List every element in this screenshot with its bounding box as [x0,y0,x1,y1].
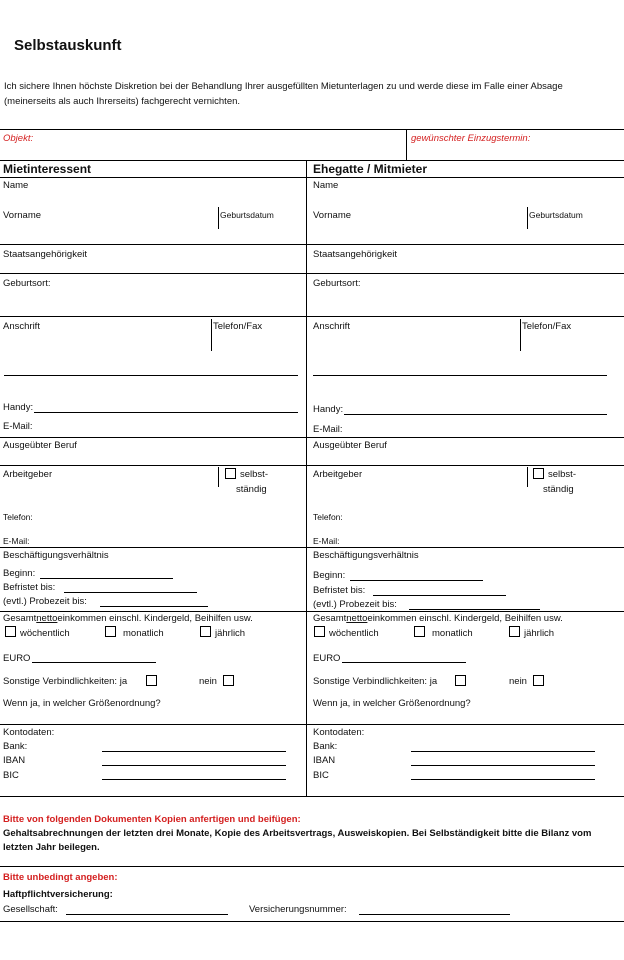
beruf-field[interactable]: Ausgeübter Beruf [313,440,387,451]
versicherungsnummer-field[interactable]: Versicherungsnummer: [249,904,347,915]
iban-field[interactable]: IBAN [3,755,26,766]
jaehrlich-label: jährlich [524,628,555,639]
verbindlichkeiten-ja-checkbox[interactable] [146,675,157,686]
bic-line [102,779,286,780]
documents-heading: Bitte von folgenden Dokumenten Kopien anfertigen und beifügen: [3,814,301,825]
euro-line [342,662,466,663]
email-field[interactable]: E-Mail: [3,421,33,432]
telefon-fax-field[interactable]: Telefon/Fax [522,321,572,332]
haftpflicht-label: Haftpflichtversicherung: [3,889,113,900]
divider [0,547,624,548]
selbststaendig-label: ständig [236,484,267,495]
name-field[interactable]: Name [313,180,339,191]
beginn-line [40,578,173,579]
telefon-fax-field[interactable]: Telefon/Fax [213,321,263,332]
handy-field[interactable]: Handy: [3,402,34,413]
anschrift-field[interactable]: Anschrift [3,321,40,332]
verbindlichkeiten-nein-checkbox[interactable] [533,675,544,686]
versicherungsnummer-line [359,914,510,915]
divider [0,724,624,725]
woechentlich-label: wöchentlich [20,628,70,639]
column-divider [306,160,307,796]
anschrift-field[interactable]: Anschrift [313,321,350,332]
email-field[interactable]: E-Mail: [313,424,343,435]
bank-field[interactable]: Bank: [313,741,338,752]
divider [0,921,624,922]
beruf-field[interactable]: Ausgeübter Beruf [3,440,77,451]
jaehrlich-label: jährlich [215,628,246,639]
selbststaendig-label: selbst- [240,469,268,480]
euro-field[interactable]: EURO [313,653,341,664]
column-header: Mietinteressent [3,162,92,176]
divider [0,796,624,797]
einzug-label: gewünschter Einzugstermin: [411,133,531,144]
divider [0,129,624,130]
kontodaten-label: Kontodaten: [313,727,365,738]
verbindlichkeiten-label: Sonstige Verbindlichkeiten: ja [313,676,438,687]
iban-line [411,765,595,766]
arbeitgeber-field[interactable]: Arbeitgeber [313,469,363,480]
handy-line [344,414,607,415]
divider [218,207,219,229]
selbststaendig-checkbox[interactable] [225,468,236,479]
handy-field[interactable]: Handy: [313,404,344,415]
required-heading: Bitte unbedingt angeben: [3,872,118,883]
bank-line [411,751,595,752]
divider [0,160,624,161]
geburtsdatum-field[interactable]: Geburtsdatum [220,210,274,220]
kontodaten-label: Kontodaten: [3,727,55,738]
page-title: Selbstauskunft [14,37,122,54]
divider [0,244,624,245]
divider [520,319,521,351]
beginn-field[interactable]: Beginn: [313,570,346,581]
selbststaendig-label: selbst- [548,469,576,480]
bic-line [411,779,595,780]
divider [0,866,624,867]
woechentlich-label: wöchentlich [329,628,379,639]
euro-line [32,662,156,663]
monatlich-label: monatlich [123,628,164,639]
staatsangehoerigkeit-field[interactable]: Staatsangehörigkeit [3,249,87,260]
bank-line [102,751,286,752]
monatlich-label: monatlich [432,628,473,639]
geburtsdatum-field[interactable]: Geburtsdatum [529,210,583,220]
probezeit-line [409,609,540,610]
probezeit-field[interactable]: (evtl.) Probezeit bis: [3,596,87,607]
bic-field[interactable]: BIC [3,770,19,781]
divider [211,319,212,351]
divider [406,129,407,160]
woechentlich-checkbox[interactable] [314,626,325,637]
email2-field[interactable]: E-Mail: [3,536,30,546]
divider [0,273,624,274]
nein-label: nein [509,676,527,687]
vorname-field[interactable]: Vorname [3,210,42,221]
telefon-field[interactable]: Telefon: [3,512,33,522]
jaehrlich-checkbox[interactable] [509,626,520,637]
groessenordnung-field[interactable]: Wenn ja, in welcher Größenordnung? [3,698,161,709]
gesellschaft-line [66,914,228,915]
selbststaendig-label: ständig [543,484,574,495]
divider [0,316,624,317]
email2-field[interactable]: E-Mail: [313,536,340,546]
column-header: Ehegatte / Mitmieter [313,162,428,176]
objekt-label: Objekt: [3,133,34,144]
verbindlichkeiten-ja-checkbox[interactable] [455,675,466,686]
bank-field[interactable]: Bank: [3,741,28,752]
beginn-field[interactable]: Beginn: [3,568,36,579]
geburtsort-field[interactable]: Geburtsort: [3,278,51,289]
divider [0,465,624,466]
divider [0,611,624,612]
woechentlich-checkbox[interactable] [5,626,16,637]
iban-field[interactable]: IBAN [313,755,336,766]
divider [527,467,528,487]
divider [218,467,219,487]
name-field[interactable]: Name [3,180,29,191]
monatlich-checkbox[interactable] [414,626,425,637]
vorname-field[interactable]: Vorname [313,210,352,221]
anschrift-line [4,375,298,376]
groessenordnung-field[interactable]: Wenn ja, in welcher Größenordnung? [313,698,471,709]
monatlich-checkbox[interactable] [105,626,116,637]
selbststaendig-checkbox[interactable] [533,468,544,479]
jaehrlich-checkbox[interactable] [200,626,211,637]
einkommen-label: Gesamtnettoeinkommen einschl. Kindergeld, Beihilfen usw. [313,613,563,624]
arbeitgeber-field[interactable]: Arbeitgeber [3,469,53,480]
nein-label: nein [199,676,217,687]
telefon-field[interactable]: Telefon: [313,512,343,522]
bic-field[interactable]: BIC [313,770,329,781]
intro-text: Ich sichere Ihnen höchste Diskretion bei der Behandlung Ihrer ausgefüllten Mietunterlagen zu und werde diese im Falle einer Absage (meinerseits als auch Ihrerseits) fachgerecht vernichten. [4,81,563,107]
euro-field[interactable]: EURO [3,653,31,664]
handy-line [34,412,298,413]
befristet-field[interactable]: Befristet bis: [3,582,56,593]
befristet-line [64,592,197,593]
probezeit-field[interactable]: (evtl.) Probezeit bis: [313,599,397,610]
einkommen-label: Gesamtnettoeinkommen einschl. Kindergeld, Beihilfen usw. [3,613,253,624]
befristet-line [373,595,506,596]
beschaeftigung-label: Beschäftigungsverhältnis [3,550,109,561]
staatsangehoerigkeit-field[interactable]: Staatsangehörigkeit [313,249,397,260]
beschaeftigung-label: Beschäftigungsverhältnis [313,550,419,561]
beginn-line [350,580,483,581]
gesellschaft-field[interactable]: Gesellschaft: [3,904,58,915]
geburtsort-field[interactable]: Geburtsort: [313,278,361,289]
verbindlichkeiten-label: Sonstige Verbindlichkeiten: ja [3,676,128,687]
befristet-field[interactable]: Befristet bis: [313,585,366,596]
divider [0,437,624,438]
divider [0,177,624,178]
probezeit-line [100,606,208,607]
iban-line [102,765,286,766]
anschrift-line [313,375,607,376]
documents-text: Gehaltsabrechnungen der letzten drei Monate, Kopie des Arbeitsvertrags, Ausweiskopien. Bei Selbständigkeit bitte die Bilanz vom letzten Jahr beilegen. [3,828,592,853]
verbindlichkeiten-nein-checkbox[interactable] [223,675,234,686]
divider [527,207,528,229]
